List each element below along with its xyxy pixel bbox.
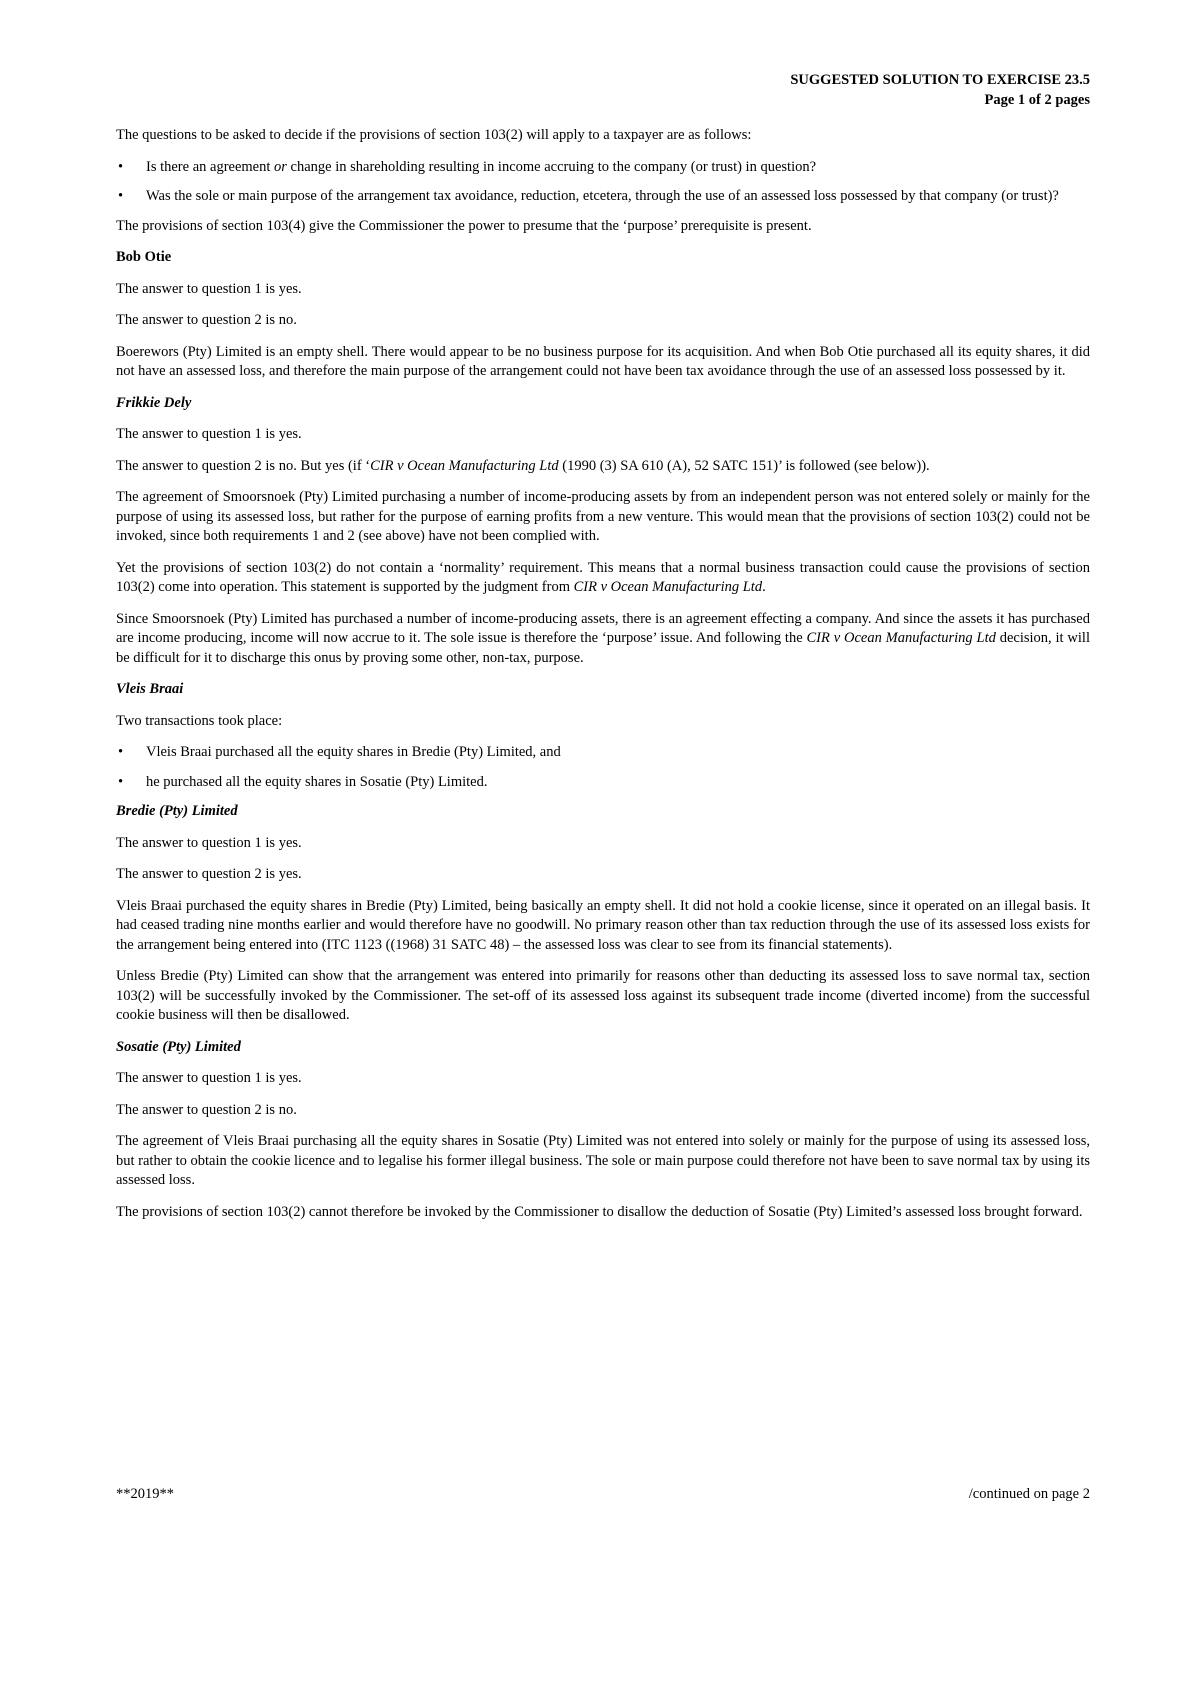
sosatie-paragraph-2: The provisions of section 103(2) cannot therefore be invoked by the Commissioner to disallow the deduction of Sosatie (Pty) Limited’s assessed loss brought forward. [116,1203,1083,1220]
footer-year: **2019** [116,1486,174,1502]
bredie-answer-1: The answer to question 1 is yes. [116,834,302,851]
frikkie-answer-1: The answer to question 1 is yes. [116,426,302,442]
frikkie-paragraph-2: Yet the provisions of section 103(2) do not contain a ‘normality’ requirement. This means that a normal business transaction could cause the provisions of section 103(2) come into operation. This statement is supported by the judgment from CIR v Ocean Manufacturing Ltd. [116,559,1090,595]
sosatie-answer-1: The answer to question 1 is yes. [116,1070,302,1086]
heading-bredie: Bredie (Pty) Limited [116,803,238,819]
heading-frikkie-dely: Frikkie Dely [116,394,192,411]
page-footer [116,1486,1090,1503]
sosatie-paragraph-1: The agreement of Vleis Braai purchasing all the equity shares in Sosatie (Pty) Limited was not entered into solely or mainly for the purpose of using its assessed loss, but rather to obtain the cookie licence and to legalise his former illegal business. The sole or main purpose could therefore not have been to save normal tax by using its assessed loss. [116,1133,1090,1188]
transaction-1: • Vleis Braai purchased all the equity shares in Bredie (Pty) Limited, and [116,743,1090,763]
intro-paragraph: The questions to be asked to decide if the provisions of section 103(2) will apply to a taxpayer are as follows: [116,127,752,143]
sosatie-answer-2: The answer to question 2 is no. [116,1101,297,1118]
vleis-intro: Two transactions took place: [116,712,283,729]
page-number: Page 1 of 2 pages [984,92,1090,108]
bob-answer-2: The answer to question 2 is no. [116,312,297,328]
bob-paragraph: Boerewors (Pty) Limited is an empty shell. There would appear to be no business purpose for its acquisition. And when Bob Otie purchased all its equity shares, it did not have an assessed loss, and therefore the main purpose of the arrangement could not have been tax avoidance through the use of an assessed loss possessed by it. [116,343,1090,379]
heading-sosatie: Sosatie (Pty) Limited [116,1038,241,1055]
question-list [116,158,1090,207]
frikkie-answer-2: The answer to question 2 is no. But yes (if ‘CIR v Ocean Manufacturing Ltd (1990 (3) SA 610 (A), 52 SATC 151)’ is followed (see below)). [116,457,930,474]
question-2: • Was the sole or main purpose of the arrangement tax avoidance, reduction, etcetera, through the use of an assessed loss possessed by that company (or trust)? [116,187,1090,207]
case-citation: CIR v Ocean Manufacturing Ltd [806,630,996,646]
bredie-paragraph-1: Vleis Braai purchased the equity shares in Bredie (Pty) Limited, being basically an empty shell. It did not hold a cookie license, since it operated on an illegal basis. It had ceased trading nine months earlier and would therefore have no goodwill. No primary reason other than tax reduction through the use of its assessed loss exists for the arrangement being entered into (ITC 1123 ((1968) 31 SATC 48) – the assessed loss was clear to see from its financial statements). [116,897,1090,953]
document-body [116,126,1090,1222]
document-title: SUGGESTED SOLUTION TO EXERCISE 23.5 [790,72,1090,88]
bredie-paragraph-2: Unless Bredie (Pty) Limited can show that the arrangement was entered into primarily for reasons other than deducting its assessed loss to save normal tax, section 103(2) will be successfully invoked by the Commissioner. The set-off of its assessed loss against its subsequent trade income (diverted income) from the successful cookie business will then be disallowed. [116,968,1090,1023]
document-page [116,70,1090,1660]
heading-vleis-braai: Vleis Braai [116,681,184,697]
footer-continued: /continued on page 2 [968,1486,1090,1502]
transaction-2: • he purchased all the equity shares in Sosatie (Pty) Limited. [116,773,1090,793]
bredie-answer-2: The answer to question 2 is yes. [116,866,302,882]
heading-bob-otie: Bob Otie [116,249,172,265]
frikkie-paragraph-3: Since Smoorsnoek (Pty) Limited has purchased a number of income-producing assets, there is an agreement effecting a company. And since the assets it has purchased are income producing, income will now accrue to it. The sole issue is therefore the ‘purpose’ issue. And following the CIR v Ocean Manufacturing Ltd decision, it will be difficult for it to discharge this onus by proving some other, non-tax, purpose. [116,610,1090,666]
question-1: • Is there an agreement or change in shareholding resulting in income accruing to the company (or trust) in question? [116,158,1090,178]
bob-answer-1: The answer to question 1 is yes. [116,280,302,297]
frikkie-paragraph-1: The agreement of Smoorsnoek (Pty) Limited purchasing a number of income-producing assets by from an independent person was not entered solely or mainly for the purpose of using its assessed loss, but rather for the purpose of earning profits from a new venture. This would mean that the provisions of section 103(2) could not be invoked, since both requirements 1 and 2 (see above) have not been complied with. [116,489,1090,544]
transaction-list [116,743,1090,792]
page-header [116,70,1090,110]
case-citation: CIR v Ocean Manufacturing Ltd [370,457,559,474]
case-citation: CIR v Ocean Manufacturing Ltd [573,579,763,595]
presume-paragraph: The provisions of section 103(4) give the Commissioner the power to presume that the ‘purpose’ prerequisite is present. [116,217,812,234]
